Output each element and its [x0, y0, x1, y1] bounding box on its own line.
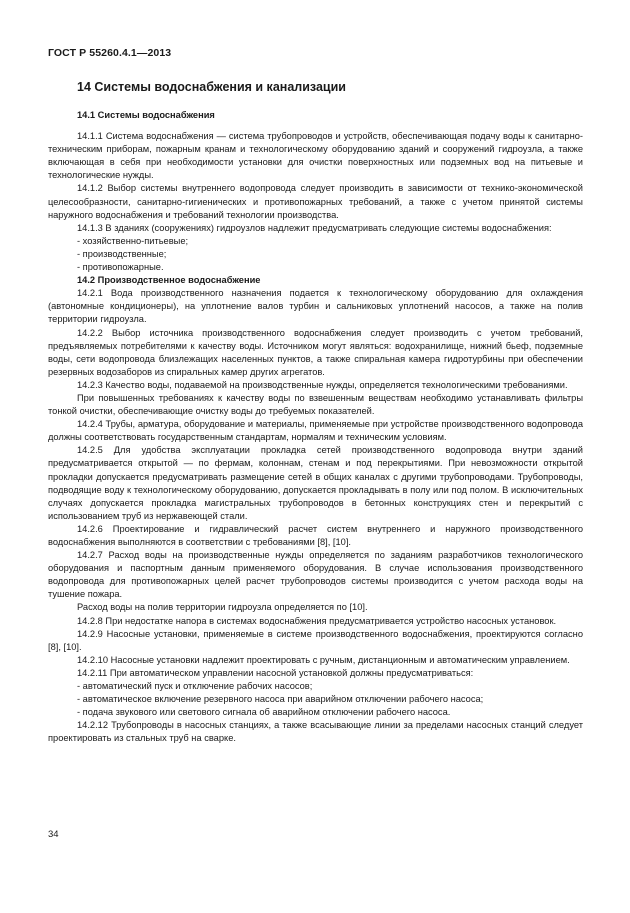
paragraph: Расход воды на полив территории гидроузла определяется по [10].	[77, 602, 368, 613]
paragraph: 14.2.3 Качество воды, подаваемой на производственные нужды, определяется технологическими требованиями.	[77, 379, 568, 390]
paragraph: 14.2.7 Расход воды на производственные нужды определяется по заданиям разработчиков технологического оборудования и паспортным данным применяемого оборудования. В случае использования производственного водопровода для противопожарных целей расчет трубопроводов системы производится с учетом расхода воды на тушение пожара.	[48, 550, 583, 600]
paragraph: 14.2.2 Выбор источника производственного водоснабжения следует производить с учетом требований, предъявляемых потребителями к качеству воды. Источником могут являться: водохранилище, нижний бьеф, подземные воды, сети водопровода близлежащих населенных пунктов, а также спиральная камера гидротурбины при обеспечении резервных водозаборов из спиральных камер других агрегатов.	[48, 327, 583, 377]
list-item: - автоматическое включение резервного насоса при аварийном отключении рабочего насоса;	[77, 694, 484, 705]
section-title: 14 Системы водоснабжения и канализации	[77, 80, 346, 94]
paragraph: 14.2.1 Вода производственного назначения подается к технологическому оборудованию для охлаждения (автономные кондиционеры), на уплотнение валов турбин и сальниковых уплотнений насосов, а также на полив территории гидроузла.	[48, 288, 583, 325]
document-body	[48, 109, 583, 746]
list-item: - подача звукового или светового сигнала об аварийном отключении рабочего насоса.	[77, 707, 451, 718]
page-number: 34	[48, 829, 59, 840]
list-item: - производственные;	[77, 248, 167, 259]
list-item: - противопожарные.	[77, 262, 164, 273]
paragraph: 14.1.2 Выбор системы внутреннего водопровода следует производить в зависимости от технико-экономической целесообразности, санитарно-гигиенических и противопожарных требований, а также с учетом принятой системы наружного водоснабжения и требований технологии производства.	[48, 183, 583, 220]
paragraph: 14.2.9 Насосные установки, применяемые в системе производственного водоснабжения, проектируются согласно [8], [10].	[48, 628, 583, 652]
list-item: - автоматический пуск и отключение рабочих насосов;	[77, 681, 313, 692]
paragraph: 14.2.6 Проектирование и гидравлический расчет систем внутреннего и наружного производственного водоснабжения выполняются в соответствии с требованиями [8], [10].	[48, 523, 583, 547]
paragraph: При повышенных требованиях к качеству воды по взвешенным веществам необходимо устанавливать фильтры тонкой очистки, обеспечивающие очистку воды до требуемых показателей.	[48, 392, 583, 417]
paragraph: 14.2.11 При автоматическом управлении насосной установкой должны предусматриваться:	[77, 667, 474, 678]
subsection-heading: 14.1 Системы водоснабжения	[77, 110, 215, 120]
paragraph: 14.2.5 Для удобства эксплуатации прокладка сетей производственного водопровода внутри зданий предусматривается открытой — по фермам, колоннам, стенам и под перекрытиями. При невозможности открытой прокладки допускается предусматривать размещение сетей в общих каналах с другими трубопроводами. Трубопроводы, подводящие воду к технологическому оборудованию, допускается прокладывать в полу или под полом. В исключительных случаях допускается прокладка магистральных трубопроводов в бетонных конструкциях стен и перекрытий с использованием труб из нержавеющей стали.	[48, 445, 583, 521]
subsection-heading: 14.2 Производственное водоснабжение	[77, 275, 261, 286]
paragraph: 14.2.12 Трубопроводы в насосных станциях, а также всасывающие линии за пределами насосных станций следует проектировать из стальных труб на сварке.	[48, 720, 583, 744]
paragraph: 14.2.8 При недостатке напора в системах водоснабжения предусматривается устройство насосных установок.	[77, 615, 557, 626]
paragraph: 14.2.10 Насосные установки надлежит проектировать с ручным, дистанционным и автоматическим управлением.	[77, 654, 570, 665]
paragraph: 14.2.4 Трубы, арматура, оборудование и материалы, применяемые при устройстве производственного водопровода должны соответствовать государственным стандартам, нормалям и техническим условиям.	[48, 419, 583, 443]
document-header: ГОСТ Р 55260.4.1—2013	[48, 47, 172, 59]
paragraph: 14.1.1 Система водоснабжения — система трубопроводов и устройств, обеспечивающая подачу воды к санитарно-техническим приборам, пожарным кранам и технологическому оборудованию зданий и сооружений гидроузла, а также включающая в себя при необходимости установки для очистки поверхностных или подземных вод на питьевые и технологические нужды.	[48, 131, 583, 181]
paragraph: 14.1.3 В зданиях (сооружениях) гидроузлов надлежит предусматривать следующие системы водоснабжения:	[77, 222, 552, 233]
list-item: - хозяйственно-питьевые;	[77, 235, 189, 246]
